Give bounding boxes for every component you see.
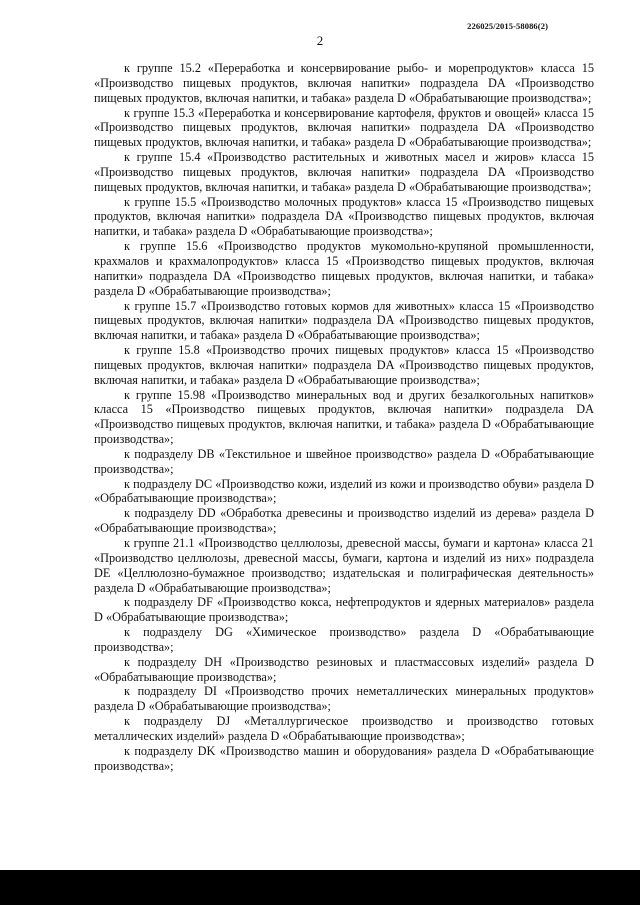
paragraph-group-15-5: к группе 15.5 «Производство молочных продуктов» класса 15 «Производство пищевых продуктов, включая напитки» подраздела DA «Производство пищевых продуктов, включая напитки, и табака» раздела D «Обрабатывающие производства»; xyxy=(94,194,594,239)
paragraph-group-15-98: к группе 15.98 «Производство минеральных вод и других безалкогольных напитков» класса 15 «Производство пищевых продуктов, включая напитки» подраздела DA «Производство пищевых продуктов, включая напитки, и табака» раздела D «Обрабатывающие производства»; xyxy=(94,387,594,447)
paragraph-subsection-dg: к подразделу DG «Химическое производство» раздела D «Обрабатывающие производства»; xyxy=(94,625,594,654)
paragraph-group-15-2: к группе 15.2 «Переработка и консервирование рыбо- и морепродуктов» класса 15 «Производство пищевых продуктов, включая напитки» подраздела DA «Производство пищевых продуктов, включая напитки, и табака» раздела D «Обрабатывающие производства»; xyxy=(94,61,594,105)
paragraph-group-15-6: к группе 15.6 «Производство продуктов мукомольно-крупяной промышленности, крахмалов и крахмалопродуктов» класса 15 «Производство пищевых продуктов, включая напитки» подраздела DA «Производство пищевых продуктов, включая напитки, и табака» раздела D «Обрабатывающие производства»; xyxy=(94,239,594,298)
paragraph-subsection-di: к подразделу DI «Производство прочих неметаллических минеральных продуктов» раздела D «Обрабатывающие производства»; xyxy=(94,684,594,714)
document-body xyxy=(94,61,594,774)
paragraph-subsection-dc: к подразделу DC «Производство кожи, изделий из кожи и производство обуви» раздела D «Обрабатывающие производства»; xyxy=(94,476,594,506)
document-registration-number: 226025/2015-58086(2) xyxy=(467,21,548,31)
paragraph-subsection-df: к подразделу DF «Производство кокса, нефтепродуктов и ядерных материалов» раздела D «Обрабатывающие производства»; xyxy=(94,595,594,625)
paragraph-group-15-7: к группе 15.7 «Производство готовых кормов для животных» класса 15 «Производство пищевых продуктов, включая напитки» подраздела DA «Производство пищевых продуктов, включая напитки, и табака» раздела D «Обрабатывающие производства»; xyxy=(94,298,594,343)
scan-bottom-edge xyxy=(0,870,640,905)
paragraph-group-15-3: к группе 15.3 «Переработка и консервирование картофеля, фруктов и овощей» класса 15 «Производство пищевых продуктов, включая напитки» подраздела DA «Производство пищевых продуктов, включая напитки, и табака» раздела D «Обрабатывающие производства»; xyxy=(94,105,594,150)
paragraph-subsection-dk: к подразделу DK «Производство машин и оборудования» раздела D «Обрабатывающие производства»; xyxy=(94,743,594,773)
paragraph-subsection-db: к подразделу DB «Текстильное и швейное производство» раздела D «Обрабатывающие производства»; xyxy=(94,446,594,476)
paragraph-group-15-8: к группе 15.8 «Производство прочих пищевых продуктов» класса 15 «Производство пищевых продуктов, включая напитки» подраздела DA «Производство пищевых продуктов, включая напитки, и табака» раздела D «Обрабатывающие производства»; xyxy=(94,343,594,387)
paragraph-subsection-dd: к подразделу DD «Обработка древесины и производство изделий из дерева» раздела D «Обрабатывающие производства»; xyxy=(94,506,594,536)
page-number: 2 xyxy=(316,33,324,48)
paragraph-subsection-dj: к подразделу DJ «Металлургическое производство и производство готовых металлических изделий» раздела D «Обрабатывающие производства»; xyxy=(94,714,594,743)
paragraph-group-15-4: к группе 15.4 «Производство растительных и животных масел и жиров» класса 15 «Производство пищевых продуктов, включая напитки» подраздела DA «Производство пищевых продуктов, включая напитки, и табака» раздела D «Обрабатывающие производства»; xyxy=(94,150,594,194)
paragraph-group-21-1: к группе 21.1 «Производство целлюлозы, древесной массы, бумаги и картона» класса 21 «Производство целлюлозы, древесной массы, бумаги, картона и изделий из них» подраздела DE «Целлюлозно-бумажное производство; издательская и полиграфическая деятельность» раздела D «Обрабатывающие производства»; xyxy=(94,536,594,595)
paragraph-subsection-dh: к подразделу DH «Производство резиновых и пластмассовых изделий» раздела D «Обрабатывающие производства»; xyxy=(94,654,594,684)
